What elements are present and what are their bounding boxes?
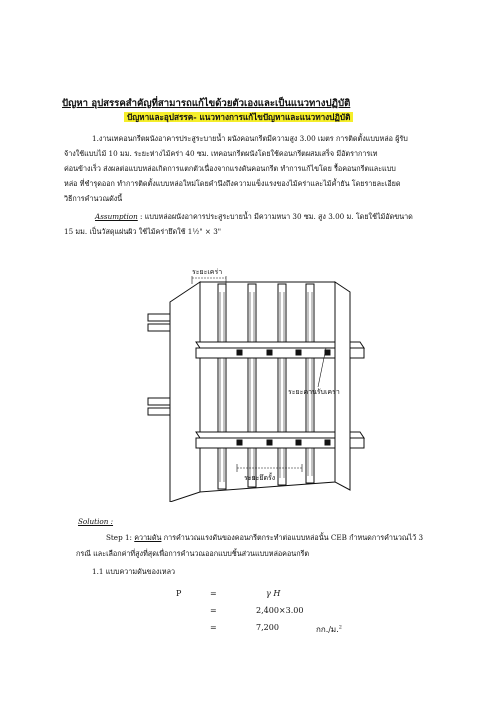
step1-line [106, 534, 423, 541]
paragraph-line-2: จ้างใช้แบบไม้ 10 มม. ระยะห่างไม้คร่า 40 ซม. เทคอนกรีตผนังโดยใช้คอนกรีตผสมเสร็จ มีอัตราการเท [64, 149, 378, 158]
assumption-text: : แบบหล่อผนังอาคารประสูระบายน้ำ มีความหนา 30 ซม. สูง 3.00 ม. โดยใช้ไม้อัดขนาด [137, 212, 413, 221]
assumption-line [95, 213, 413, 220]
stud-spacing-label: ระยะเคร่า [192, 268, 223, 276]
section-1-1: 1.1 แบบความดันของเหลว [92, 567, 176, 576]
wale-spacing-label: ระยะคานรับเคร่า [288, 388, 340, 396]
step1-label: ความดัน [134, 533, 162, 542]
highlighted-subtitle: ปัญหาและอุปสรรค- แนวทางการแก้ไขปัญหาและแนวทางปฏิบัติ [124, 112, 353, 122]
assumption-line-2: 15 มม. เป็นวัสดุแผ่นผิว ใช้ไม้คร่ายึดใช้ 1½" × 3" [64, 227, 222, 236]
formwork-diagram [140, 262, 370, 502]
paragraph-line-3: ค่อนข้างเร็ว ส่งผลต่อแบบหล่อเกิดการแตกตัวเนื่องจากแรงดันคอนกรีต ทำการแก้ไขโดย รื้อคอนกรีตและแบบ [64, 164, 396, 173]
equation-expr-1: γ H [266, 589, 281, 598]
tie-spacing-label: ระยะยึดรั้ง [244, 474, 276, 482]
paragraph-line-1: 1.งานเทคอนกรีตผนังอาคารประสูระบายน้ำ ผนังคอนกรีตมีความสูง 3.00 เมตร การติดตั้งแบบหล่อ ผู้รับ [92, 134, 408, 143]
step1-text: การคำนวณแรงดันของคอนกรีตกระทำต่อแบบหล่อนั้น CEB กำหนดการคำนวณไว้ 3 [161, 533, 424, 542]
equation-expr-3: 7,200 [256, 623, 279, 632]
equation-unit [316, 623, 342, 636]
assumption-label: Assumption [95, 212, 138, 221]
unit-superscript: 2 [338, 624, 342, 631]
step1-line-2: กรณี และเลือกค่าที่สูงที่สุดเพื่อการคำนวณออกแบบชิ้นส่วนแบบหล่อคอนกรีต [76, 549, 310, 558]
page-title: ปัญหา อุปสรรคสำคัญที่สามารถแก้ไขด้วยตัวเองและเป็นแนวทางปฏิบัติ [62, 98, 351, 109]
paragraph-line-4: หล่อ ที่ชำรุดออก ทำการติดตั้งแบบหล่อใหม่โดยคำนึงถึงความแข็งแรงของไม้คร่าและไม้ค้ำยัน โดยรายละเอียด [64, 179, 401, 188]
paragraph-line-5: วิธีการคำนวณดังนี้ [64, 194, 123, 203]
equation-lhs: P [176, 589, 182, 598]
solution-heading: Solution : [78, 517, 114, 526]
equation-expr-2: 2,400×3.00 [256, 606, 304, 615]
equals-sign: = [210, 606, 217, 615]
equals-sign: = [210, 589, 217, 598]
unit-text: กก./ม. [316, 625, 339, 634]
equals-sign: = [210, 623, 217, 632]
step1-prefix: Step 1: [106, 533, 135, 542]
